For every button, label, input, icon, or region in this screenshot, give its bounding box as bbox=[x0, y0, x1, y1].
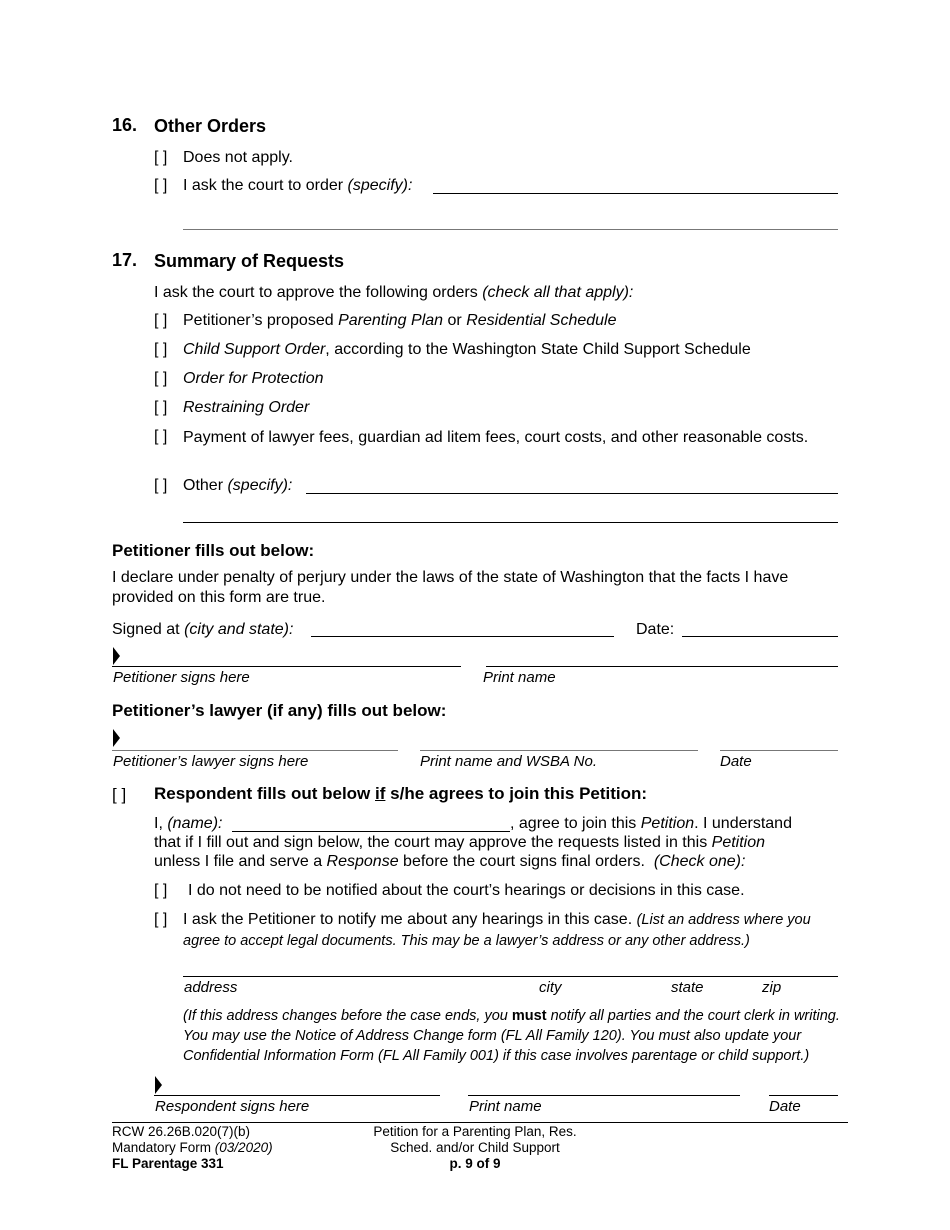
respondent-heading-if: if bbox=[375, 784, 386, 803]
petitioner-print-name-field[interactable] bbox=[486, 666, 838, 667]
option-child-support bbox=[183, 341, 751, 359]
section-16-title: Other Orders bbox=[154, 116, 267, 136]
summary-intro-italic: (check all that apply): bbox=[482, 284, 634, 301]
address-change-note-2: You may use the Notice of Address Change form (FL All Family 120). You must also update your bbox=[183, 1028, 802, 1044]
lawyer-signature-field[interactable] bbox=[112, 750, 398, 751]
other-orders-field-2[interactable] bbox=[183, 229, 838, 230]
option-parenting-plan bbox=[183, 312, 617, 330]
footer-rcw: RCW 26.26B.020(7)(b) bbox=[112, 1124, 251, 1139]
footer-center bbox=[345, 1124, 605, 1172]
notify-address-note: agree to accept legal documents. This may be a lawyer’s address or any other address.) bbox=[183, 933, 750, 949]
respondent-agree-a: , agree to join this bbox=[510, 815, 637, 832]
note-must: must bbox=[511, 1008, 547, 1024]
footer-divider bbox=[112, 1122, 848, 1123]
option-other-17 bbox=[183, 477, 292, 495]
checkbox-lawyer-fees[interactable]: [ ] bbox=[154, 428, 168, 445]
item1-residential-schedule: Residential Schedule bbox=[466, 312, 617, 329]
checkbox-order-protection[interactable]: [ ] bbox=[154, 370, 168, 387]
ask-court-text: I ask the court to order bbox=[183, 177, 344, 194]
lawyer-signs-label: Petitioner’s lawyer signs here bbox=[113, 753, 309, 770]
section-16-number: 16. bbox=[112, 115, 138, 135]
item6-other: Other bbox=[183, 477, 224, 494]
address-field[interactable] bbox=[183, 976, 838, 977]
other-requests-field-2[interactable] bbox=[183, 522, 838, 523]
respondent-name-label: (name): bbox=[167, 815, 223, 832]
option-lawyer-fees: Payment of lawyer fees, guardian ad litem fees, court costs, and other reasonable costs. bbox=[183, 429, 809, 446]
sign-arrow-icon bbox=[155, 1076, 162, 1094]
checkbox-no-notify[interactable]: [ ] bbox=[154, 882, 168, 899]
address-change-note-1 bbox=[183, 1006, 840, 1026]
option-no-notify: I do not need to be notified about the court’s hearings or decisions in this case. bbox=[188, 882, 745, 899]
sign-arrow-icon bbox=[113, 647, 120, 665]
signed-at-label bbox=[112, 621, 293, 639]
footer-title-1: Petition for a Parenting Plan, Res. bbox=[373, 1124, 577, 1139]
respondent-line2-a: that if I fill out and sign below, the court may approve the requests listed in this bbox=[154, 834, 708, 851]
footer-form-id: FL Parentage 331 bbox=[112, 1156, 224, 1171]
respondent-heading-b: s/he agrees to join this Petition: bbox=[390, 784, 648, 803]
city-state-label: (city and state): bbox=[184, 621, 294, 638]
footer-mandatory-text: Mandatory Form bbox=[112, 1140, 212, 1155]
city-label: city bbox=[539, 979, 562, 996]
option-ask-court-16 bbox=[183, 177, 412, 195]
note-b: notify all parties and the court clerk in writing. bbox=[550, 1008, 840, 1024]
notify-text: I ask the Petitioner to notify me about any hearings in this case. bbox=[183, 911, 633, 928]
respondent-date-label: Date bbox=[769, 1098, 801, 1115]
respondent-i: I, bbox=[154, 815, 163, 832]
respondent-line3-b: before the court signs final orders. bbox=[403, 853, 645, 870]
item1-or: or bbox=[447, 312, 462, 329]
petitioner-signs-label: Petitioner signs here bbox=[113, 669, 250, 686]
specify-label: (specify): bbox=[347, 177, 413, 194]
respondent-agree-petition: Petition bbox=[640, 815, 695, 832]
respondent-line3-a: unless I file and serve a bbox=[154, 853, 323, 870]
item6-specify: (specify): bbox=[227, 477, 293, 494]
respondent-signs-label: Respondent signs here bbox=[155, 1098, 310, 1115]
checkbox-child-support[interactable]: [ ] bbox=[154, 341, 168, 358]
sign-arrow-icon bbox=[113, 729, 120, 747]
respondent-heading-a: Respondent fills out below bbox=[154, 784, 371, 803]
section-17-number: 17. bbox=[112, 250, 138, 270]
footer-mandatory-date: (03/2020) bbox=[214, 1140, 273, 1155]
footer-page-number: p. 9 of 9 bbox=[449, 1156, 501, 1171]
signed-at-text: Signed at bbox=[112, 621, 180, 638]
note-a: (If this address changes before the case ends, you bbox=[183, 1008, 508, 1024]
checkbox-ask-court-16[interactable]: [ ] bbox=[154, 177, 168, 194]
section-17-title: Summary of Requests bbox=[154, 251, 345, 271]
other-orders-field-1[interactable] bbox=[433, 193, 838, 194]
item1-text-a: Petitioner’s proposed bbox=[183, 312, 334, 329]
checkbox-other-17[interactable]: [ ] bbox=[154, 477, 168, 494]
lawyer-print-name-field[interactable] bbox=[420, 750, 698, 751]
respondent-heading bbox=[154, 784, 647, 804]
lawyer-heading: Petitioner’s lawyer (if any) fills out below: bbox=[112, 701, 447, 720]
petitioner-print-name-label: Print name bbox=[483, 669, 556, 686]
petitioner-heading: Petitioner fills out below: bbox=[112, 541, 315, 560]
petitioner-date-label: Date: bbox=[636, 621, 675, 638]
lawyer-print-name-label: Print name and WSBA No. bbox=[420, 753, 598, 770]
item2-child-support-order: Child Support Order bbox=[183, 341, 326, 358]
respondent-signature-field[interactable] bbox=[154, 1095, 440, 1096]
option-notify-me bbox=[183, 911, 811, 929]
signed-at-field[interactable] bbox=[311, 636, 614, 637]
checkbox-does-not-apply-16[interactable]: [ ] bbox=[154, 149, 168, 166]
zip-label: zip bbox=[762, 979, 782, 996]
respondent-date-field[interactable] bbox=[769, 1095, 838, 1096]
respondent-line2-petition: Petition bbox=[711, 834, 766, 851]
summary-intro-text: I ask the court to approve the following orders bbox=[154, 284, 478, 301]
notify-list-address: (List an address where you bbox=[636, 912, 811, 928]
respondent-line2 bbox=[154, 834, 765, 852]
respondent-name-field[interactable] bbox=[232, 831, 510, 832]
address-label: address bbox=[184, 979, 238, 996]
petitioner-date-field[interactable] bbox=[682, 636, 838, 637]
respondent-print-name-label: Print name bbox=[469, 1098, 542, 1115]
footer-mandatory bbox=[112, 1140, 273, 1156]
respondent-line3-response: Response bbox=[326, 853, 399, 870]
petitioner-declaration: I declare under penalty of perjury under the laws of the state of Washington that the facts I have provided on this form are true. bbox=[112, 569, 789, 606]
summary-intro bbox=[154, 284, 633, 302]
lawyer-date-label: Date bbox=[720, 753, 752, 770]
checkbox-restraining-order[interactable]: [ ] bbox=[154, 399, 168, 416]
other-requests-field-1[interactable] bbox=[306, 493, 838, 494]
respondent-agree-b: . I understand bbox=[694, 815, 792, 832]
petitioner-signature-field[interactable] bbox=[112, 666, 461, 667]
option-does-not-apply-16: Does not apply. bbox=[183, 149, 293, 166]
respondent-agree bbox=[510, 815, 792, 833]
address-change-note-3: Confidential Information Form (FL All Family 001) if this case involves parentage or child support.) bbox=[183, 1048, 810, 1064]
footer-title-2: Sched. and/or Child Support bbox=[390, 1140, 560, 1155]
respondent-name-prefix bbox=[154, 815, 222, 833]
footer-left bbox=[112, 1124, 273, 1172]
option-order-protection: Order for Protection bbox=[183, 370, 324, 387]
checkbox-notify-me[interactable]: [ ] bbox=[154, 911, 168, 928]
respondent-line3 bbox=[154, 853, 745, 871]
checkbox-respondent-join[interactable]: [ ] bbox=[112, 785, 127, 804]
state-label: state bbox=[671, 979, 704, 996]
item2-text: , according to the Washington State Child Support Schedule bbox=[325, 341, 751, 358]
checkbox-parenting-plan[interactable]: [ ] bbox=[154, 312, 168, 329]
lawyer-date-field[interactable] bbox=[720, 750, 838, 751]
respondent-line3-check: (Check one): bbox=[653, 853, 746, 870]
option-restraining-order: Restraining Order bbox=[183, 399, 310, 416]
respondent-print-name-field[interactable] bbox=[468, 1095, 740, 1096]
item1-parenting-plan: Parenting Plan bbox=[338, 312, 444, 329]
